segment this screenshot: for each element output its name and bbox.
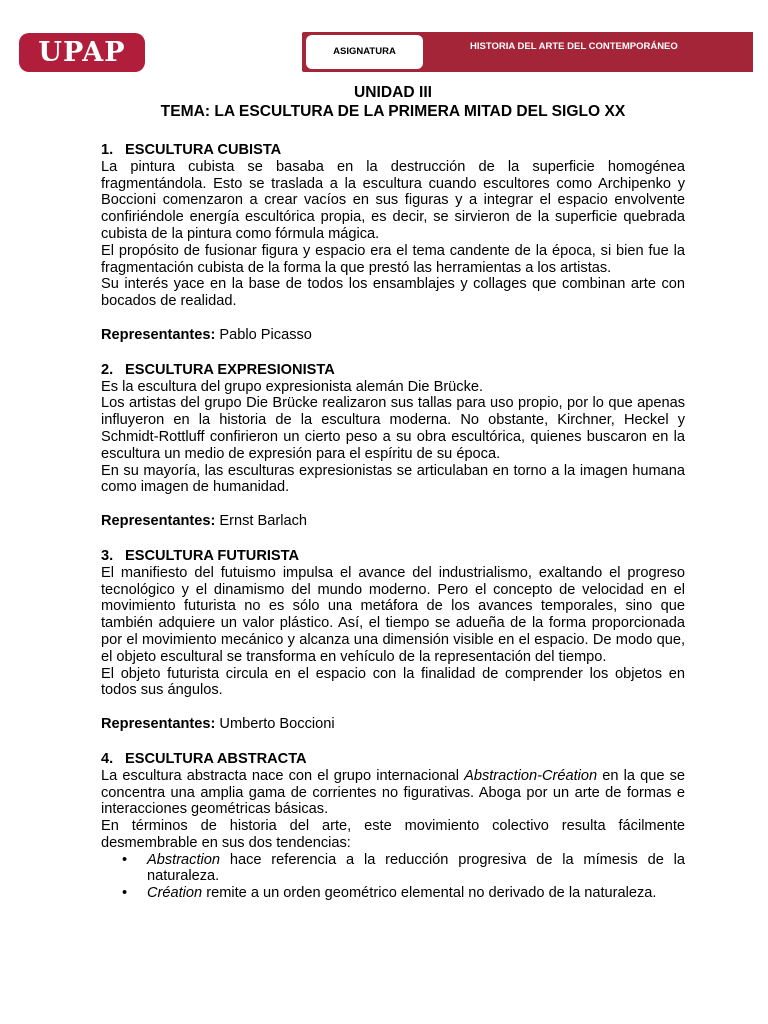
section-title — [101, 362, 685, 379]
paragraph: Su interés yace en la base de todos los ensamblajes y collages que combinan arte con bocados de realidad. — [101, 276, 685, 310]
paragraph: Los artistas del grupo Die Brücke realizaron sus tallas para uso propio, por lo que apenas influyeron en la historia de la escultura moderna. No obstante, Kirchner, Heckel y Schmidt-Rottluff confirieron un cierto peso a su obra escultórica, quienes buscaron en la escultura un medio de expresión para el espíritu de su época. — [101, 395, 685, 462]
representatives-label: Representantes: — [101, 513, 216, 530]
text-run: en la que se concentra una amplia gama de corrientes no figurativas. Aboga por un arte de formas e interacciones geométricas básicas. — [101, 767, 685, 818]
bullet-item — [147, 852, 685, 886]
representatives-line — [101, 716, 685, 733]
paragraph: La pintura cubista se basaba en la destrucción de la superficie homogénea fragmentándola. Esto se traslada a la escultura cuando escultores como Archipenko y Boccioni comenzaron a crear vacíos en sus figuras y a integrar el espacio envolvente confiriéndole energía escultórica propia, es decir, se sirvieron de la superficie quebrada cubista de la pintura como fórmula mágica. — [101, 158, 685, 242]
section-title — [101, 548, 685, 565]
bullet-list — [101, 852, 685, 902]
section-number: 1. — [101, 142, 114, 158]
document-body — [101, 84, 685, 920]
section-number: 2. — [101, 361, 114, 378]
section-number: 3. — [101, 547, 114, 564]
paragraph: El manifiesto del futuismo impulsa el avance del industrialismo, exaltando el progreso tecnológico y el dinamismo del mundo moderno. Pero el concepto de velocidad en el movimiento futurista no es sólo una metáfora de los avances temporales, sino que también adquiere un valor plástico. Así, el tiempo se adueña de la forma proporcionada por el movimiento mecánico y alcanza una dimensión visible en el espacio. De modo que, el objeto escultural se transforma en vehículo de la representación del tiempo. — [101, 564, 685, 665]
section-futurist — [101, 548, 685, 733]
bullet-item — [147, 885, 685, 902]
topic-heading: TEMA: LA ESCULTURA DE LA PRIMERA MITAD DEL SIGLO XX — [160, 103, 626, 120]
paragraph: Es la escultura del grupo expresionista alemán Die Brücke. — [101, 378, 484, 395]
representatives-value: Ernst Barlach — [219, 513, 308, 530]
representatives-value: Pablo Picasso — [219, 326, 312, 343]
unit-heading: UNIDAD III — [354, 84, 432, 101]
paragraph: El objeto futurista circula en el espacio con la finalidad de comprender los objetos en todos sus ángulos. — [101, 665, 685, 699]
paragraph: En su mayoría, las esculturas expresionistas se articulaban en torno a la imagen humana como imagen de humanidad. — [101, 462, 685, 496]
upap-logo: UPAP — [19, 33, 145, 72]
section-title-text: ESCULTURA FUTURISTA — [125, 547, 300, 564]
section-expressionist — [101, 362, 685, 530]
representatives-label: Representantes: — [101, 326, 216, 343]
text-run: La escultura abstracta nace con el grupo internacional — [101, 767, 465, 784]
representatives-value: Umberto Boccioni — [219, 716, 335, 733]
text-run: remite a un orden geométrico elemental no derivado de la naturaleza. — [202, 885, 657, 902]
italic-term: Création — [147, 885, 203, 902]
paragraph — [101, 768, 685, 818]
text-run: hace referencia a la reducción progresiva de la mímesis de la naturaleza. — [147, 851, 685, 885]
section-number: 4. — [101, 750, 114, 767]
subject-label: ASIGNATURA — [306, 35, 423, 69]
section-title — [101, 751, 685, 768]
section-title — [101, 142, 685, 159]
representatives-line — [101, 327, 685, 344]
italic-term: Abstraction-Création — [464, 767, 598, 784]
course-title: HISTORIA DEL ARTE DEL CONTEMPORÁNEO — [470, 41, 678, 52]
section-title-text: ESCULTURA ABSTRACTA — [125, 750, 307, 767]
representatives-label: Representantes: — [101, 716, 216, 733]
paragraph: El propósito de fusionar figura y espacio era el tema candente de la época, si bien fue la fragmentación cubista de la forma la que prestó las herramientas a los artistas. — [101, 242, 685, 276]
section-cubist — [101, 142, 685, 344]
section-abstract — [101, 751, 685, 902]
section-title-text: ESCULTURA EXPRESIONISTA — [125, 361, 335, 378]
paragraph: En términos de historia del arte, este movimiento colectivo resulta fácilmente desmembrable en sus dos tendencias: — [101, 818, 685, 851]
italic-term: Abstraction — [147, 851, 221, 868]
section-title-text: ESCULTURA CUBISTA — [125, 142, 282, 158]
document-header — [0, 0, 768, 90]
representatives-line — [101, 513, 685, 530]
